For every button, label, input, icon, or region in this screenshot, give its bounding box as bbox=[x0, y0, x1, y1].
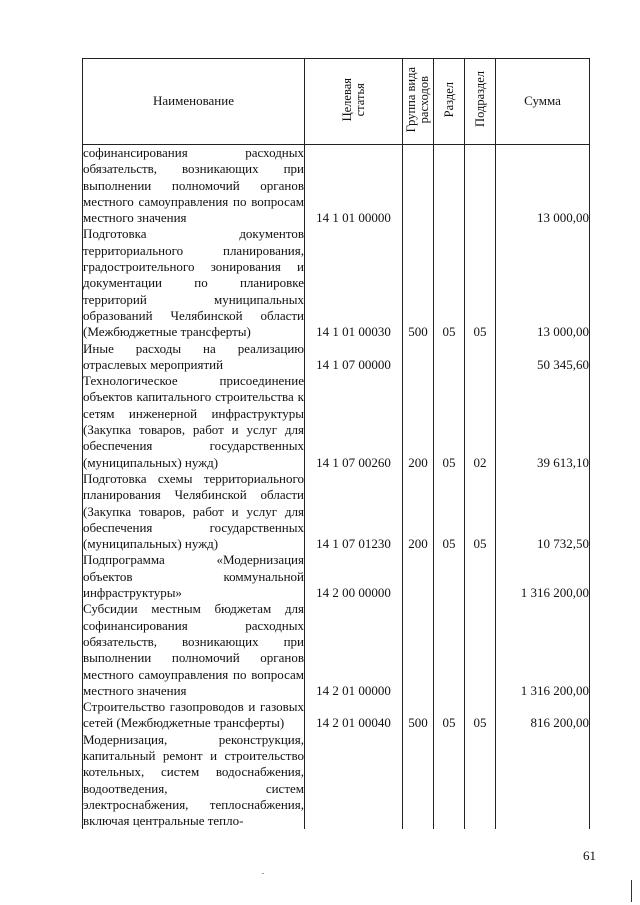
row-expense-group: 500 bbox=[403, 699, 434, 732]
row-section bbox=[434, 552, 465, 601]
scan-dot bbox=[262, 873, 264, 874]
table-row bbox=[83, 699, 590, 732]
table-row bbox=[83, 373, 590, 471]
row-sum: 1 316 200,00 bbox=[496, 552, 590, 601]
row-sum: 1 316 200,00 bbox=[496, 601, 590, 699]
row-sum: 816 200,00 bbox=[496, 699, 590, 732]
row-section: 05 bbox=[434, 373, 465, 471]
row-sum: 39 613,10 bbox=[496, 373, 590, 471]
row-sum: 50 345,60 bbox=[496, 341, 590, 374]
row-expense-group: 200 bbox=[403, 373, 434, 471]
row-sum: 13 000,00 bbox=[496, 145, 590, 227]
header-subsection: Подраздел bbox=[465, 59, 496, 145]
row-name: Строительство газопроводов и газовых сетей (Межбюджетные трансферты) bbox=[83, 699, 304, 731]
row-section bbox=[434, 341, 465, 374]
row-section bbox=[434, 601, 465, 699]
row-target-article: 14 2 01 00040 bbox=[305, 699, 403, 732]
row-name: Подготовка схемы территориального планирования Челябинской области (Закупка товаров, работ и услуг для обеспечения государственных (муниципальных) нужд) bbox=[83, 470, 304, 552]
row-expense-group: 500 bbox=[403, 226, 434, 340]
row-subsection: 05 bbox=[465, 699, 496, 732]
row-name: Подготовка документов территориального планирования, градостроительного зонирования и документации по планировке территорий муниципальных образований Челябинской области (Межбюджетные трансферты) bbox=[83, 226, 304, 340]
row-name: софинансирования расходных обязательств, возникающих при выполнении полномочий органов местного самоуправления по вопросам местного значения bbox=[83, 145, 304, 226]
table-row bbox=[83, 341, 590, 374]
row-expense-group bbox=[403, 601, 434, 699]
header-target-article: Целевая статья bbox=[305, 59, 403, 145]
table-row bbox=[83, 552, 590, 601]
table-row bbox=[83, 145, 590, 227]
row-target-article: 14 1 01 00000 bbox=[305, 145, 403, 227]
row-expense-group: 200 bbox=[403, 471, 434, 552]
row-section bbox=[434, 732, 465, 830]
row-subsection bbox=[465, 341, 496, 374]
row-subsection: 05 bbox=[465, 226, 496, 340]
row-target-article: 14 2 01 00000 bbox=[305, 601, 403, 699]
table-row bbox=[83, 226, 590, 340]
row-section: 05 bbox=[434, 471, 465, 552]
row-subsection: 02 bbox=[465, 373, 496, 471]
row-expense-group bbox=[403, 552, 434, 601]
row-name: Субсидии местным бюджетам для софинансирования расходных обязательств, возникающих при выполнении полномочий органов местного самоуправления по вопросам местного значения bbox=[83, 601, 304, 698]
row-section bbox=[434, 145, 465, 227]
row-sum bbox=[496, 732, 590, 830]
row-name: Технологическое присоединение объектов капитального строительства к сетям инженерной инфраструктуры (Закупка товаров, работ и услуг для обеспечения государственных (муниципальных) нужд) bbox=[83, 373, 304, 470]
header-expense-group: Группа вида расходов bbox=[403, 59, 434, 145]
budget-table bbox=[82, 58, 590, 829]
row-target-article: 14 1 07 00000 bbox=[305, 341, 403, 374]
row-subsection bbox=[465, 145, 496, 227]
row-subsection: 05 bbox=[465, 471, 496, 552]
row-subsection bbox=[465, 552, 496, 601]
row-target-article: 14 2 00 00000 bbox=[305, 552, 403, 601]
row-sum: 10 732,50 bbox=[496, 471, 590, 552]
table-row bbox=[83, 471, 590, 552]
row-subsection bbox=[465, 732, 496, 830]
table-header-row bbox=[83, 59, 590, 145]
row-section: 05 bbox=[434, 226, 465, 340]
row-expense-group bbox=[403, 145, 434, 227]
table-row bbox=[83, 601, 590, 699]
header-name: Наименование bbox=[83, 59, 305, 145]
row-expense-group bbox=[403, 732, 434, 830]
row-section: 05 bbox=[434, 699, 465, 732]
row-name: Иные расходы на реализацию отраслевых мероприятий bbox=[83, 340, 304, 372]
row-sum: 13 000,00 bbox=[496, 226, 590, 340]
table-row bbox=[83, 732, 590, 830]
scan-edge-mark bbox=[631, 880, 632, 902]
header-section: Раздел bbox=[434, 59, 465, 145]
header-sum: Сумма bbox=[496, 59, 590, 145]
row-target-article: 14 1 07 01230 bbox=[305, 471, 403, 552]
page-number: 61 bbox=[583, 848, 596, 863]
row-target-article: 14 1 01 00030 bbox=[305, 226, 403, 340]
row-expense-group bbox=[403, 341, 434, 374]
row-target-article: 14 1 07 00260 bbox=[305, 373, 403, 471]
row-subsection bbox=[465, 601, 496, 699]
row-name: Модернизация, реконструкция, капитальный ремонт и строительство котельных, систем водоснабжения, водоотведения, систем электроснабжения, теплоснабжения, включая центральные тепло- bbox=[83, 731, 304, 829]
row-target-article bbox=[305, 732, 403, 830]
row-name: Подпрограмма «Модернизация объектов коммунальной инфраструктуры» bbox=[83, 552, 304, 601]
